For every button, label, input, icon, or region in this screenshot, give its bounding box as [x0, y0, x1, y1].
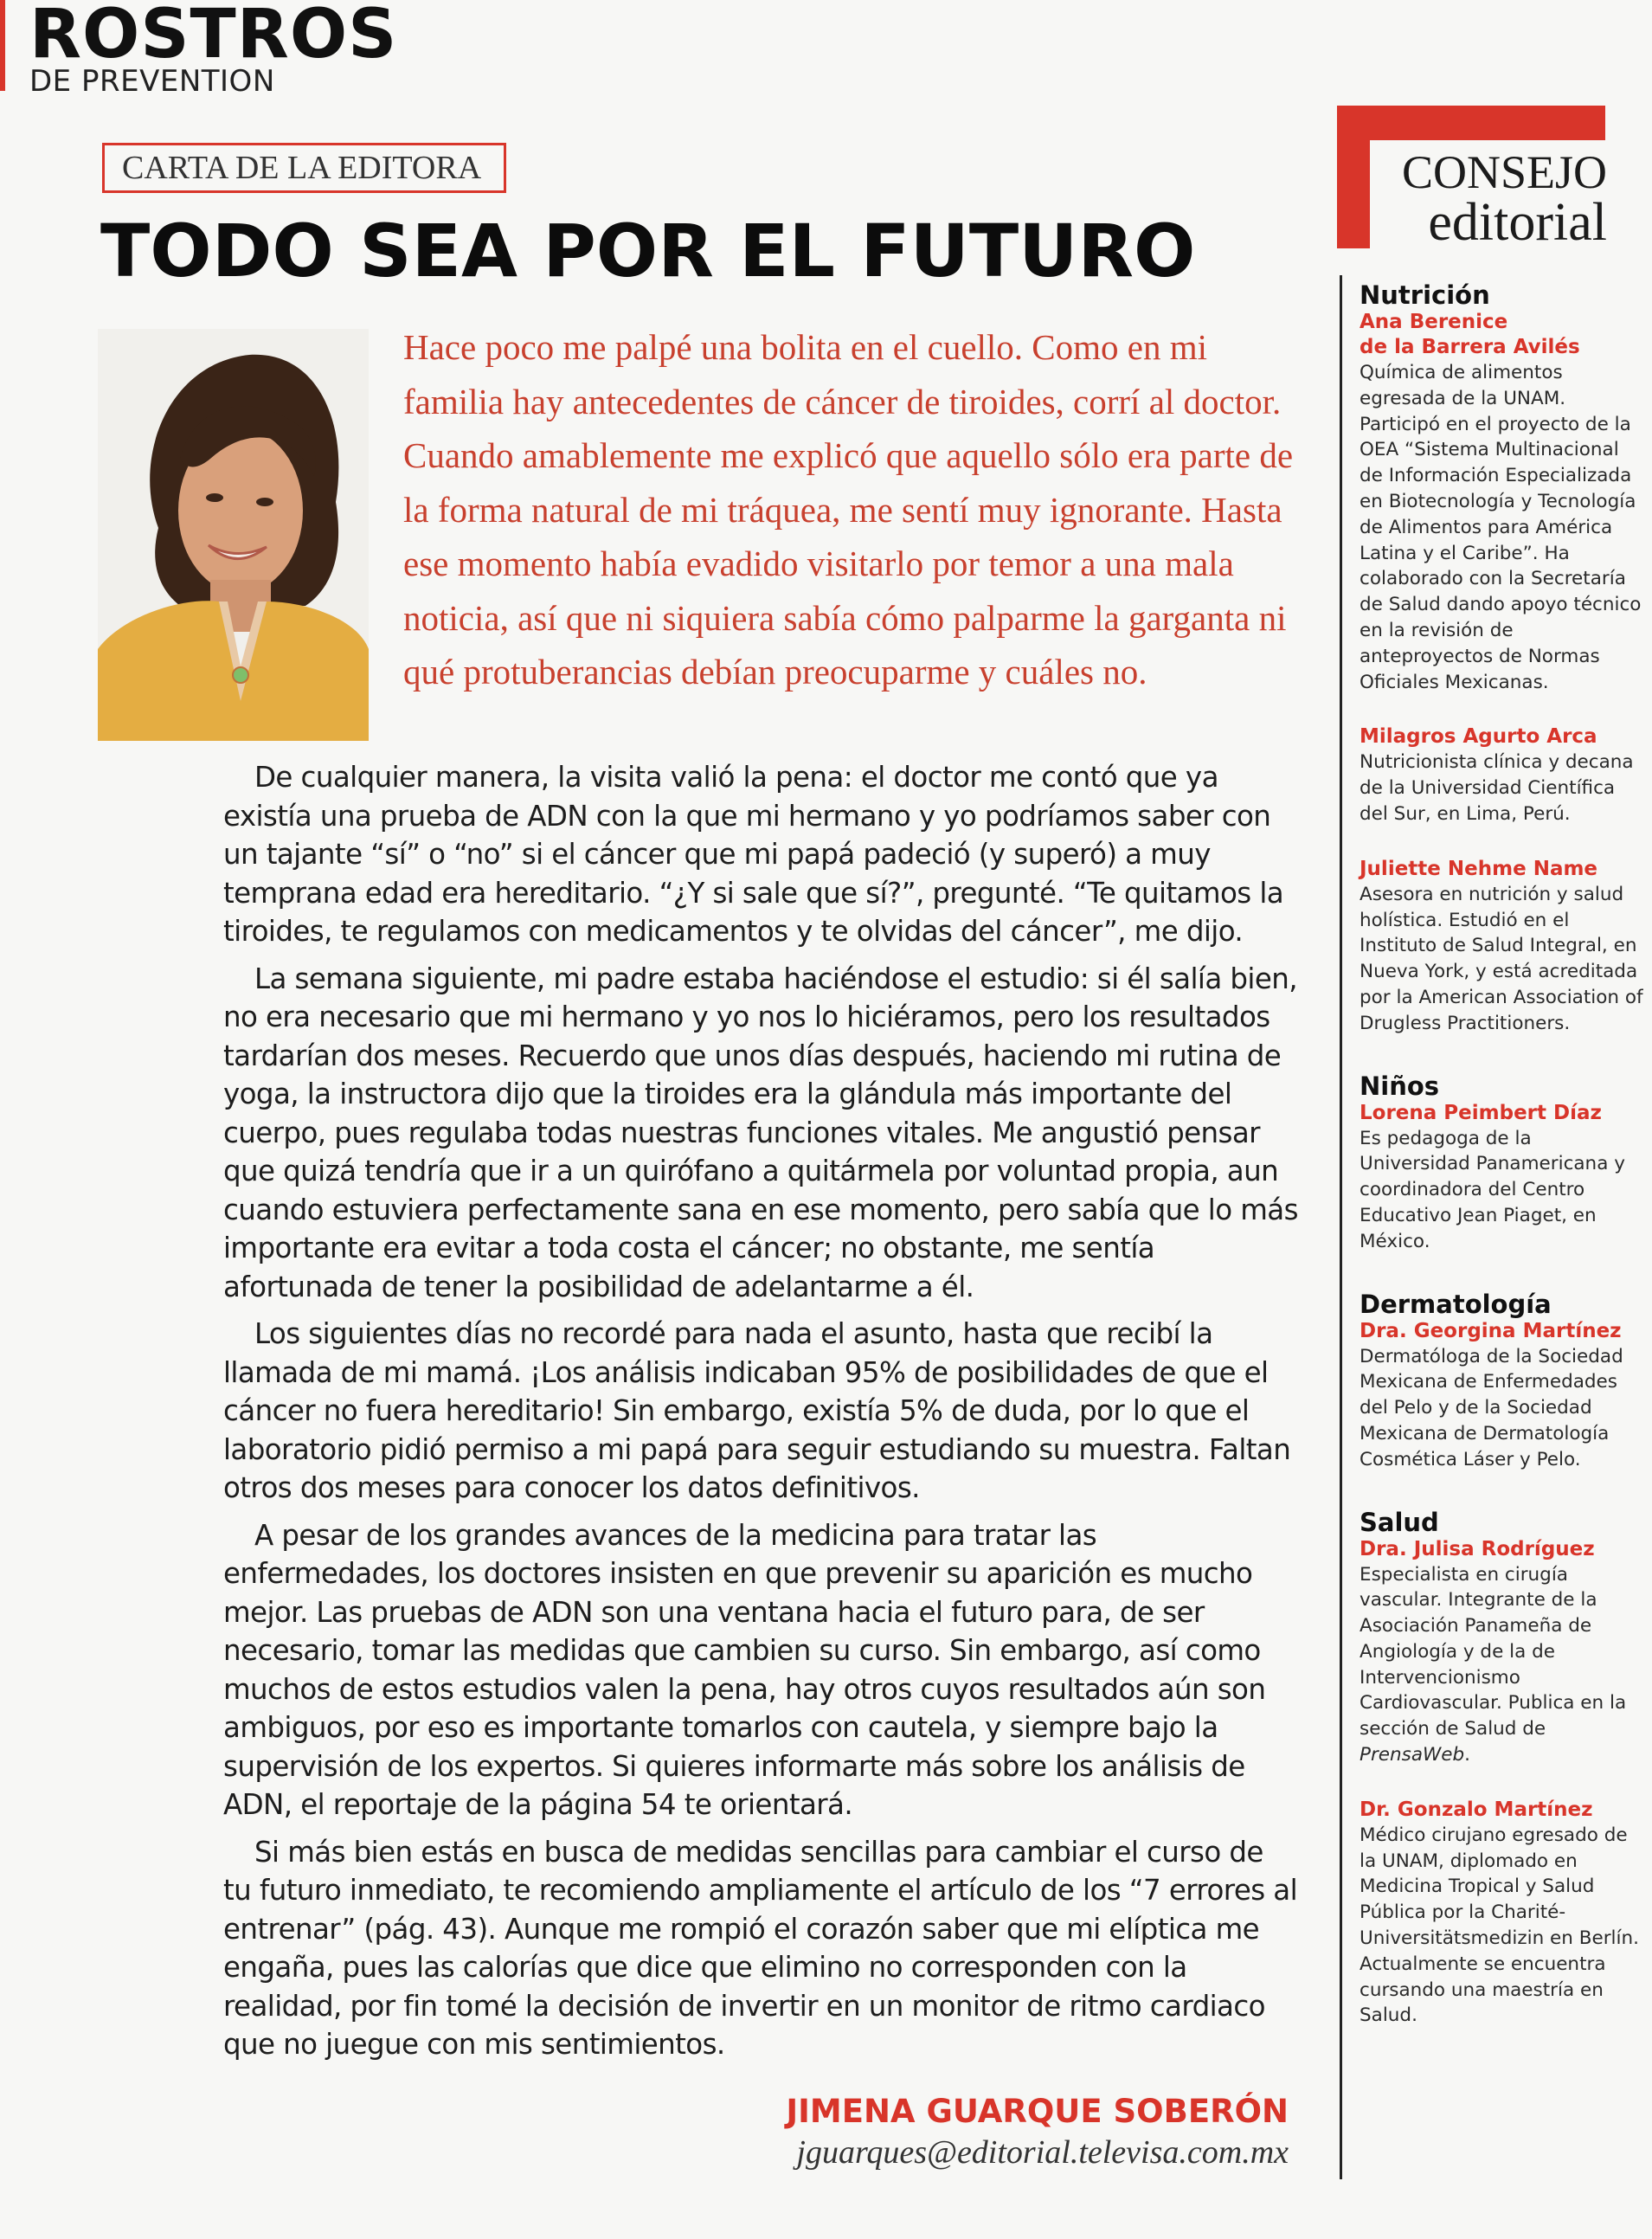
- board-member: [1360, 857, 1645, 1037]
- editorial-board: [1340, 275, 1645, 2179]
- section-subtitle: DE PREVENTION: [29, 64, 275, 99]
- author-name: JIMENA GUARQUE SOBERÓN: [786, 2093, 1289, 2130]
- member-bio-tail: .: [1464, 1744, 1471, 1766]
- body-paragraph: Si más bien estás en busca de medidas sencillas para cambiar el curso de tu futuro inmediato, te recomiendo ampliamente el artículo de los “7 errores al entrenar” (pág. 43). Aunque me rompió el corazón saber que mi elíptica me engaña, pues las calorías que dice que elimino no corresponden con la realidad, por fin tomé la decisión de invertir en un monitor de ritmo cardiaco que no juegue con mis sentimientos.: [223, 1835, 1298, 2061]
- member-name: Dra. Julisa Rodríguez: [1360, 1537, 1595, 1560]
- body-paragraph: A pesar de los grandes avances de la medicina para tratar las enfermedades, los doctores insisten en que prevenir su aparición es mucho mejor. Las pruebas de ADN son una ventana hacia el futuro para, de ser necesario, tomar las medidas que cambien su curso. Sin embargo, así como muchos de estos estudios valen la pena, hay otros cuyos resultados aún son ambiguos, por eso es importante tomarlos con cautela, y siempre bajo la supervisión de los expertos. Si quieres informarte más sobre los análisis de ADN, el reportaje de la página 54 te orientará.: [223, 1518, 1266, 1821]
- member-name: Milagros Agurto Arca: [1360, 725, 1597, 749]
- category-heading: Dermatología: [1360, 1289, 1552, 1319]
- member-name: Lorena Peimbert Díaz: [1360, 1101, 1602, 1124]
- member-bio: Médico cirujano egresado de la UNAM, diplomado en Medicina Tropical y Salud Pública por la Charité-Universitätsmedizin en Berlín. Actualmente se encuentra cursando una maestría en Salud.: [1360, 1824, 1639, 2027]
- consejo-bracket-left: [1337, 106, 1370, 248]
- article-kicker: CARTA DE LA EDITORA: [102, 143, 506, 193]
- body-paragraph: Los siguientes días no recordé para nada el asunto, hasta que recibí la llamada de mi mamá. ¡Los análisis indicaban 95% de posibilidades de que el cáncer no fuera hereditario! Sin embargo, existía 5% de duda, por lo que el laboratorio pidió permiso a mi papá para seguir estudiando su muestra. Faltan otros dos meses para conocer los datos definitivos.: [223, 1317, 1291, 1504]
- member-name: Ana Berenice de la Barrera Avilés: [1360, 311, 1580, 358]
- board-member: [1360, 1798, 1645, 2029]
- member-bio: Dermatóloga de la Sociedad Mexicana de Enfermedades del Pelo y de la Sociedad Mexicana de Dermatología Cosmética Láser y Pelo.: [1360, 1345, 1623, 1470]
- publication-name: PrensaWeb: [1360, 1744, 1465, 1766]
- article-body: [223, 758, 1298, 2073]
- board-member: [1360, 1537, 1645, 1768]
- editor-portrait-photo: [98, 329, 369, 741]
- consejo-title: [1382, 146, 1607, 252]
- member-bio: Nutricionista clínica y decana de la Universidad Científica del Sur, en Lima, Perú.: [1360, 751, 1634, 825]
- board-member: [1360, 1319, 1645, 1473]
- member-bio: Asesora en nutrición y salud holística. Estudió en el Instituto de Salud Integral, en Nueva York, y está acreditada por la American Association of Drugless Practitioners.: [1360, 883, 1643, 1034]
- portrait-illustration: [98, 329, 369, 741]
- consejo-title-line1: CONSEJO: [1401, 146, 1607, 198]
- member-name: Juliette Nehme Name: [1360, 857, 1598, 880]
- author-email-link[interactable]: jguarques@editorial.televisa.com.mx: [796, 2134, 1289, 2171]
- article-headline: TODO SEA POR EL FUTURO: [100, 209, 1196, 293]
- board-member: [1360, 724, 1645, 827]
- category-heading: Niños: [1360, 1071, 1440, 1101]
- body-paragraph: De cualquier manera, la visita valió la pena: el doctor me contó que ya existía una prueba de ADN con la que mi hermano y yo podríamos saber con un tajante “sí” o “no” si el cáncer que mi papá padeció (y superó) a muy temprana edad era hereditario. “¿Y si sale que sí?”, pregunté. “Te quitamos la tiroides, te regulamos con medicamentos y te olvidas del cáncer”, me dijo.: [223, 761, 1284, 948]
- consejo-title-line2: editorial: [1428, 193, 1607, 252]
- member-name: Dra. Georgina Martínez: [1360, 1319, 1622, 1342]
- body-paragraph: La semana siguiente, mi padre estaba haciéndose el estudio: si él salía bien, no era necesario que mi hermano y yo nos lo hiciéramos, pero los resultados tardarían dos meses. Recuerdo que unos días después, haciendo mi rutina de yoga, la instructora dijo que la tiroides era la glándula más importante del cuerpo, pues regulaba todas nuestras funciones vitales. Me angustió pensar que quizá tendría que ir a un quirófano a quitármela por voluntad propia, aun cuando estuviera perfectamente sana en ese momento, pero sabía que lo más importante era evitar a toda costa el cáncer; no obstante, me sentía afortunada de tener la posibilidad de adelantarme a él.: [223, 962, 1298, 1303]
- intro-text: Hace poco me palpé una bolita en el cuello. Como en mi familia hay antecedentes de cáncer de tiroides, corrí al doctor. Cuando amablemente me explicó que aquello sólo era parte de la forma natural de mi tráquea, me sentí muy ignorante. Hasta ese momento había evadido visitarlo por temor a una mala noticia, así que ni siquiera sabía cómo palparme la garganta ni qué protuberancias debían preocuparme y cuáles no.: [403, 327, 1294, 692]
- member-bio: [1360, 1562, 1645, 1768]
- category-heading: Salud: [1360, 1507, 1439, 1537]
- board-member: [1360, 1101, 1645, 1255]
- member-bio-text: Especialista en cirugía vascular. Integrante de la Asociación Panameña de Angiología y de la de Intervencionismo Cardiovascular. Publica en la sección de Salud de: [1360, 1563, 1627, 1740]
- consejo-bracket-top: [1337, 106, 1605, 140]
- article-intro: [403, 320, 1303, 699]
- member-bio: Química de alimentos egresada de la UNAM. Participó en el proyecto de la OEA “Sistema Multinacional de Información Especializada en Biotecnología y Tecnología de Alimentos para América Latina y el Caribe”. Ha colaborado con la Secretaría de Salud dando apoyo técnico en la revisión de anteproyectos de Normas Oficiales Mexicanas.: [1360, 362, 1642, 693]
- section-accent-bar: [0, 0, 5, 91]
- section-title: ROSTROS: [29, 0, 398, 74]
- member-name: Dr. Gonzalo Martínez: [1360, 1798, 1593, 1821]
- category-heading: Nutrición: [1360, 280, 1490, 310]
- member-bio: Es pedagoga de la Universidad Panamericana y coordinadora del Centro Educativo Jean Piaget, en México.: [1360, 1127, 1625, 1252]
- board-member: [1360, 310, 1645, 695]
